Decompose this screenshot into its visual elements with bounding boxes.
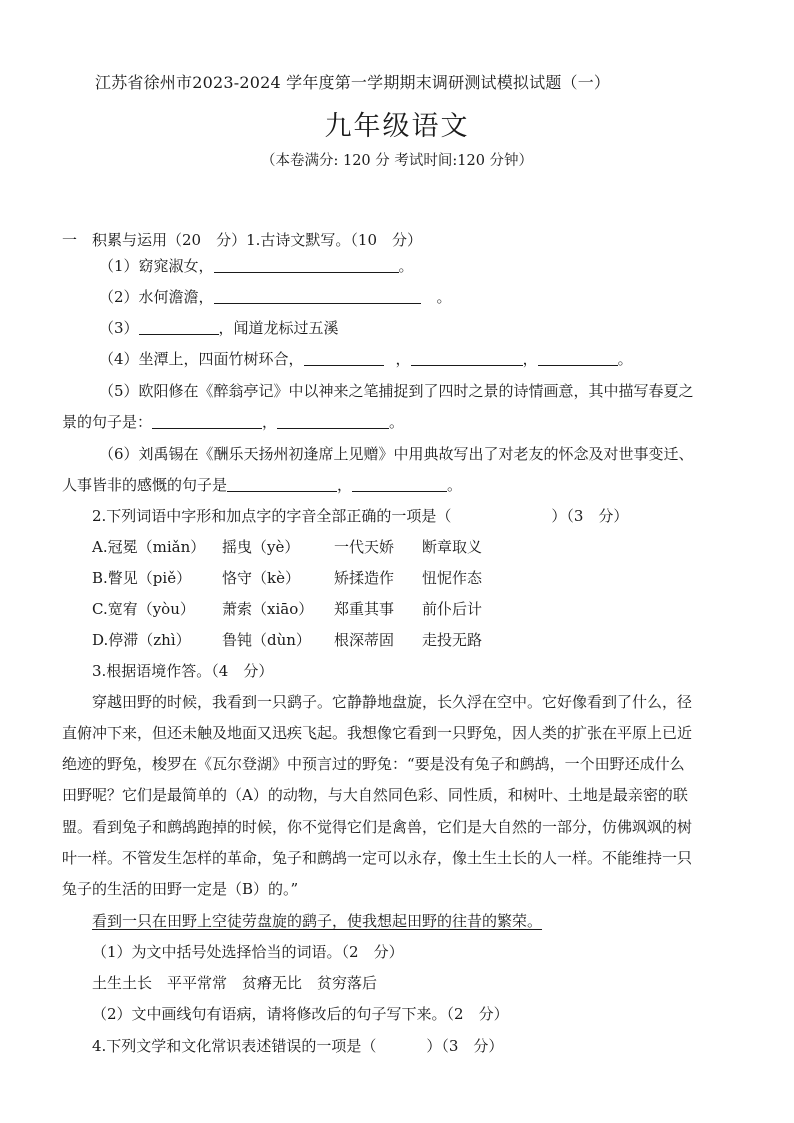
q2-option-cell: A.冠冕（miǎn） (92, 538, 206, 556)
q1-line-2 (99, 286, 452, 308)
q1-line-6b (62, 474, 462, 496)
q2-option-cell: 走投无路 (422, 631, 483, 649)
q2-stem-end: ）（3 分） (551, 507, 629, 525)
q2-option-cell: 一代天娇 (334, 538, 395, 556)
q1-line-6b-start: 人事皆非的感慨的句子是 (62, 476, 228, 494)
q1-line-1 (99, 255, 414, 277)
q1-line-6b-end: 。 (447, 476, 463, 494)
answer-blank[interactable] (139, 319, 219, 335)
answer-blank[interactable] (352, 476, 447, 492)
q3-passage-line: 直俯冲下来，但还未触及地面又迅疾飞起。我想像它看到一只野兔，因人类的扩张在平原上已近 (62, 724, 693, 742)
q4-stem-end: ）（3 分） (426, 1037, 504, 1055)
q2-option-cell: 根深蒂固 (334, 631, 395, 649)
q4-stem-start: 4.下列文学和文化常识表述错误的一项是（ (92, 1037, 377, 1055)
answer-blank[interactable] (411, 350, 523, 366)
answer-blank[interactable] (152, 413, 262, 429)
q1-line-5b-sep: ， (262, 413, 278, 431)
q2-option-cell: 断章取义 (422, 538, 483, 556)
q3-passage-line: 穿越田野的时候，我看到一只鹞子。它静静地盘旋，长久浮在空中。它好像看到了什么，径 (92, 693, 693, 711)
q1-line-6b-sep: ， (337, 476, 353, 494)
q3-sub-question-2: （2）文中画线句有语病，请将修改后的句子写下来。（2 分） (92, 1005, 509, 1023)
section-heading: 一 积累与运用（20 分）1.古诗文默写。（10 分） (62, 231, 422, 249)
q2-option-cell: 忸怩作态 (422, 569, 483, 587)
answer-blank[interactable] (538, 350, 618, 366)
q1-line-2-end: 。 (436, 288, 452, 306)
q1-line-5b-start: 景的句子是： (62, 413, 153, 431)
q2-option-cell: C.宽宥（yòu） (92, 600, 195, 618)
answer-blank[interactable] (304, 350, 384, 366)
q1-line-1-text: （1）窈窕淑女， (99, 257, 214, 275)
q1-line-4-end: 。 (617, 350, 633, 368)
q2-option-cell: 鲁钝（dùn） (222, 631, 311, 649)
answer-blank[interactable] (214, 257, 399, 273)
page-title: 九年级语文 (324, 111, 470, 142)
q3-passage-line: 叶一样。不管发生怎样的革命，兔子和鹧鸪一定可以永存，像土生土长的人一样。不能维持一只 (62, 849, 693, 867)
q2-option-cell: B.瞥见（piě） (92, 569, 192, 587)
q3-word-choices: 土生土长 平平常常 贫瘠无比 贫穷落后 (92, 974, 378, 992)
exam-note: （本卷满分: 120 分 考试时间:120 分钟） (260, 153, 534, 169)
q2-option-cell: 郑重其事 (334, 600, 395, 618)
q2-option-cell: 矫揉造作 (334, 569, 395, 587)
q1-line-4-sep: ， (522, 350, 538, 368)
q2-stem-start: 2.下列词语中字形和加点字的字音全部正确的一项是（ (92, 507, 452, 525)
answer-blank[interactable] (277, 413, 389, 429)
q1-line-3-end: ，闻道龙标过五溪 (218, 319, 339, 337)
q3-passage-line: 绝迹的野兔，梭罗在《瓦尔登湖》中预言过的野兔：“要是没有兔子和鹧鸪，一个田野还成什么 (62, 755, 685, 773)
q3-underlined-sentence: 看到一只在田野上空徒劳盘旋的鹞子，使我想起田野的往昔的繁荣。 (92, 912, 543, 930)
q3-passage-line: 兔子的生活的田野一定是（B）的。” (62, 880, 299, 898)
q4-stem (92, 1035, 503, 1057)
q2-option-cell: 恪守（kè） (222, 569, 300, 587)
q1-line-4-start: （4）坐潭上，四面竹树环合， (99, 350, 304, 368)
q1-line-4 (99, 348, 633, 370)
q1-line-5b-end: 。 (389, 413, 405, 431)
q1-line-4-mid: ， (395, 350, 411, 368)
q2-option-cell: 萧索（xiāo） (222, 600, 314, 618)
q1-line-3 (99, 317, 339, 339)
q2-option-cell: 前仆后计 (422, 600, 483, 618)
answer-blank[interactable] (214, 288, 421, 304)
q1-line-1-end: 。 (398, 257, 414, 275)
q3-passage-line: 田野呢？它们是最简单的（A）的动物，与大自然同色彩、同性质，和树叶、土地是最亲密的联 (62, 786, 688, 804)
q2-stem (92, 505, 628, 527)
q3-passage-line: 盟。看到兔子和鹧鸪跑掉的时候，你不觉得它们是禽兽，它们是大自然的一部分，仿佛飒飒的树 (62, 818, 693, 836)
q1-line-5b (62, 411, 404, 433)
q2-option-cell: D.停滞（zhì） (92, 631, 191, 649)
q1-line-2-text: （2）水何澹澹， (99, 288, 214, 306)
q3-stem: 3.根据语境作答。（4 分） (92, 662, 274, 680)
q2-option-cell: 摇曳（yè） (222, 538, 300, 556)
q3-sub-question-1: （1）为文中括号处选择恰当的词语。（2 分） (92, 943, 404, 961)
q1-line-5: （5）欧阳修在《醉翁亭记》中以神来之笔捕捉到了四时之景的诗情画意，其中描写春夏之 (99, 382, 694, 400)
answer-blank[interactable] (227, 476, 337, 492)
q1-line-3-start: （3） (99, 319, 139, 337)
exam-subtitle: 江苏省徐州市2023-2024 学年度第一学期期末调研测试模拟试题（一） (95, 73, 611, 92)
q1-line-6: （6）刘禹锡在《酬乐天扬州初逢席上见赠》中用典故写出了对老友的怀念及对世事变迁、 (99, 445, 694, 463)
